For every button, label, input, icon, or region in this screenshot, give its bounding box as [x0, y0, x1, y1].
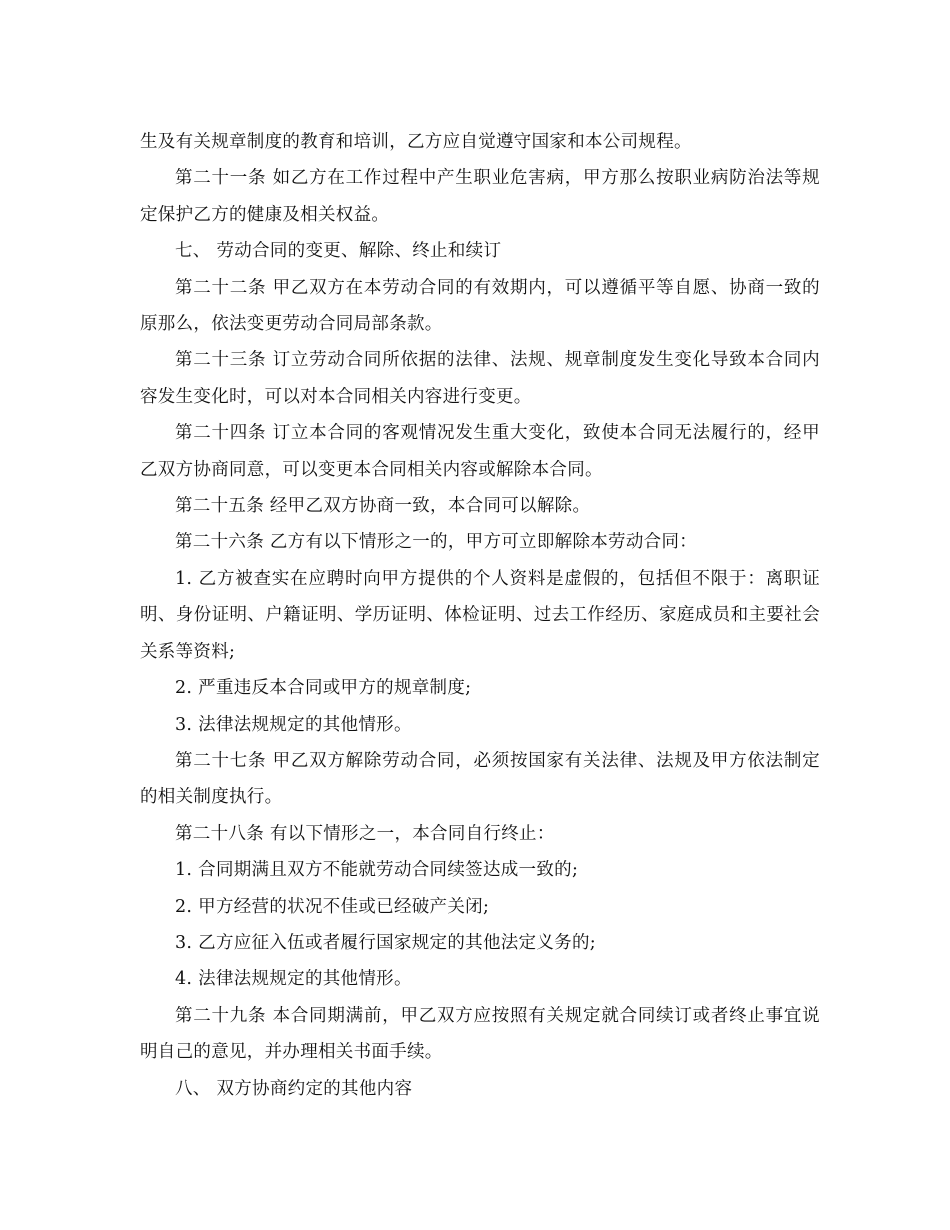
- paragraph-article-24: 第二十四条 订立本合同的客观情况发生重大变化，致使本合同无法履行的，经甲乙双方协商同意，可以变更本合同相关内容或解除本合同。: [140, 423, 820, 480]
- list-item-26-1: 1. 乙方被查实在应聘时向甲方提供的个人资料是虚假的，包括但不限于：离职证明、身份证明、户籍证明、学历证明、体检证明、过去工作经历、家庭成员和主要社会关系等资料;: [140, 568, 820, 662]
- list-item-28-2: 2. 甲方经营的状况不佳或已经破产关闭;: [175, 896, 490, 917]
- paragraph-continuation: 生及有关规章制度的教育和培训，乙方应自觉遵守国家和本公司规程。: [140, 132, 692, 152]
- paragraph-article-22: 第二十二条 甲乙双方在本劳动合同的有效期内，可以遵循平等自愿、协商一致的原那么，依法变更劳动合同局部条款。: [140, 277, 820, 335]
- paragraph-article-28: 第二十八条 有以下情形之一，本合同自行终止：: [175, 823, 555, 844]
- list-item-26-3: 3. 法律法规规定的其他情形。: [175, 714, 412, 735]
- list-item-26-2: 2. 严重违反本合同或甲方的规章制度;: [175, 678, 472, 699]
- list-item-28-4: 4. 法律法规规定的其他情形。: [175, 969, 412, 990]
- document-body: [140, 124, 820, 1107]
- paragraph-article-27: 第二十七条 甲乙双方解除劳动合同，必须按国家有关法律、法规及甲方依法制定的相关制度执行。: [140, 750, 820, 808]
- paragraph-article-21: 第二十一条 如乙方在工作过程中产生职业危害病，甲方那么按职业病防治法等规定保护乙方的健康及相关权益。: [140, 168, 820, 225]
- paragraph-article-26: 第二十六条 乙方有以下情形之一的，甲方可立即解除本劳动合同：: [175, 532, 698, 553]
- list-item-28-3: 3. 乙方应征入伍或者履行国家规定的其他法定义务的;: [175, 932, 596, 953]
- list-item-28-1: 1. 合同期满且双方不能就劳动合同续签达成一致的;: [175, 860, 579, 881]
- paragraph-article-23: 第二十三条 订立劳动合同所依据的法律、法规、规章制度发生变化导致本合同内容发生变化时，可以对本合同相关内容进行变更。: [140, 350, 820, 407]
- section-heading-7: 七、 劳动合同的变更、解除、终止和续订: [175, 241, 502, 262]
- paragraph-article-25: 第二十五条 经甲乙双方协商一致，本合同可以解除。: [175, 496, 591, 517]
- paragraph-article-29: 第二十九条 本合同期满前，甲乙双方应按照有关规定就合同续订或者终止事宜说明自己的意见，并办理相关书面手续。: [140, 1005, 820, 1063]
- section-heading-8: 八、 双方协商约定的其他内容: [175, 1078, 413, 1099]
